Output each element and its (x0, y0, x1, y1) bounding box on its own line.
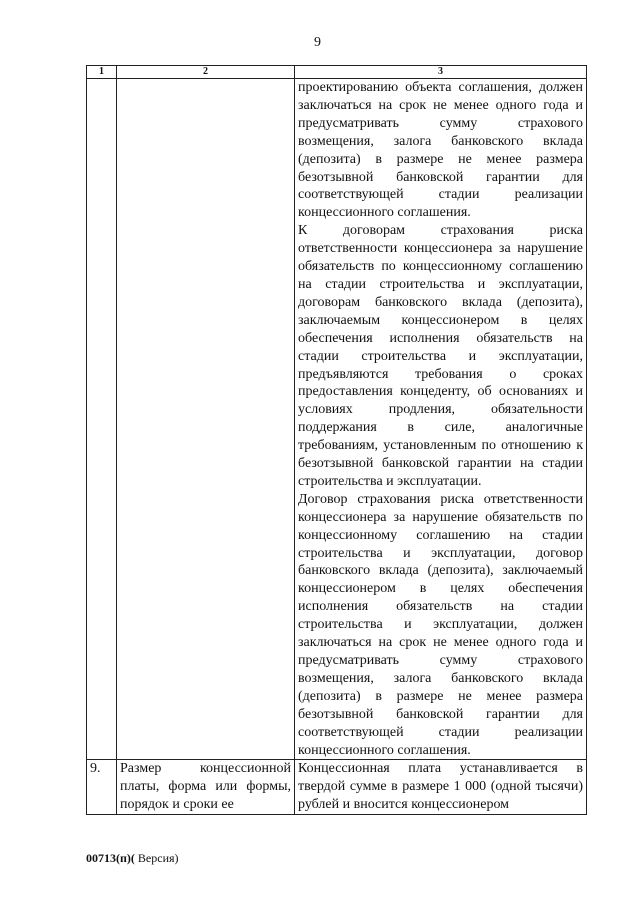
content-paragraph: Договор страхования риска ответственности концессионера за нарушение обязательств по концессионному соглашению на стадии строительства и эксплуатации, договор банковского вклада (депозита), заключаемый концессионером в целях обеспечения исполнения обязательств на стадии строительства и эксплуатации, должен заключаться на срок не менее одного года и предусматривать сумму страхового возмещения, залога банковского вклада (депозита) в размере не менее размера безотзывной банковской гарантии для соответствующей стадии реализации концессионного соглашения. (298, 491, 583, 758)
row-title-cell (117, 79, 295, 760)
concession-table (86, 65, 587, 815)
page-number: 9 (314, 35, 321, 50)
row-title-cell: Размер концессионной платы, форма или формы, порядок и сроки ее (117, 760, 295, 815)
document-code: 00713(п)( (86, 851, 135, 865)
row-content-cell: Концессионная плата устанавливается в твердой сумме в размере 1 000 (одной тысячи) рублей и вносится концессионером (295, 760, 587, 815)
row-number-cell: 9. (87, 760, 117, 815)
content-paragraph: К договорам страхования риска ответственности концессионера за нарушение обязательств по концессионному соглашению на стадии строительства и эксплуатации, договорам банковского вклада (депозита), заключаемым концессионером в целях обеспечения исполнения обязательств на стадии строительства и эксплуатации, предъявляются требования о сроках предоставления концеденту, об основаниях и условиях продления, обязательности поддержания в силе, аналогичные требованиям, установленным по отношению к безотзывной банковской гарантии на стадии строительства и эксплуатации. (298, 223, 583, 489)
row-content-cell (295, 79, 587, 760)
header-col-2: 2 (117, 66, 295, 79)
table-header-row (87, 66, 587, 79)
table-row (87, 760, 587, 815)
header-col-3: 3 (295, 66, 587, 79)
table-row (87, 79, 587, 760)
header-col-1: 1 (87, 66, 117, 79)
document-version: Версия) (134, 851, 179, 865)
row-number-cell (87, 79, 117, 760)
document-footer (86, 851, 179, 866)
content-paragraph: проектированию объекта соглашения, должен заключаться на срок не менее одного года и предусматривать сумму страхового возмещения, залога банковского вклада (депозита) в размере не менее размера безотзывной банковской гарантии для соответствующей стадии реализации концессионного соглашения. (298, 80, 583, 221)
